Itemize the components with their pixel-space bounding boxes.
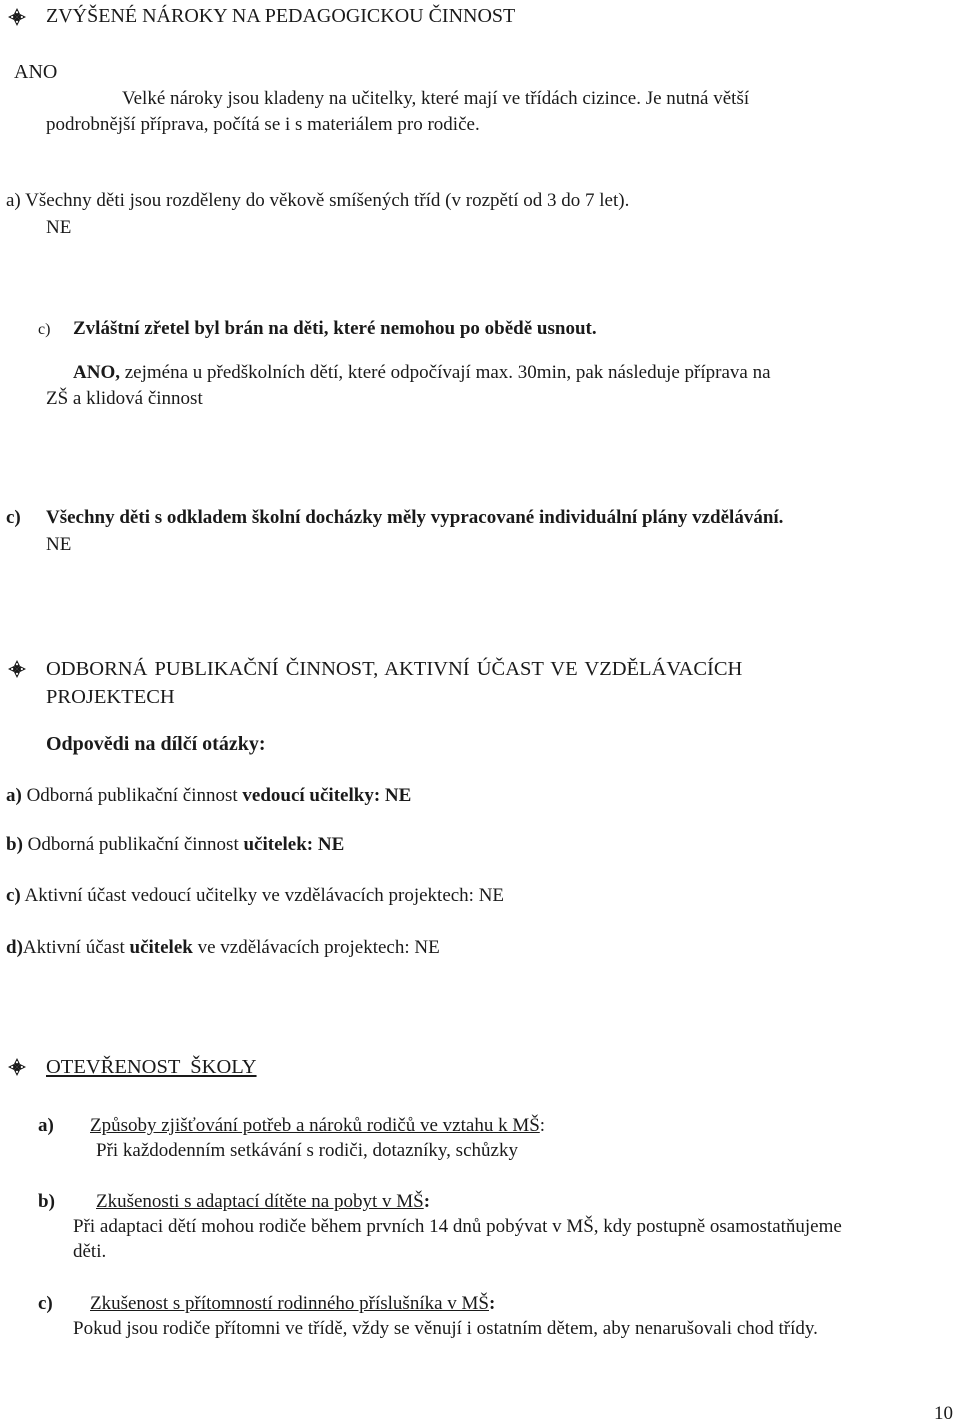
item-c1-answer: ANO, zejména u předškolních dětí, které odpočívají max. 30min, pak následuje příprava na	[73, 362, 771, 383]
item-c2-answer: NE	[46, 534, 72, 555]
item-a-question: a) Všechny děti jsou rozděleny do věkově smíšených tříd (v rozpětí od 3 do 7 let).	[6, 190, 630, 211]
pub-item-d: d)Aktivní účast učitelek ve vzdělávacích projektech: NE	[6, 937, 440, 958]
item-c1-marker: c)	[38, 321, 51, 338]
pub-item-c: c) Aktivní účast vedoucí učitelky ve vzdělávacích projektech: NE	[6, 885, 505, 906]
open-item-a-question: Způsoby zjišťování potřeb a nároků rodičů ve vztahu k MŠ:	[90, 1115, 546, 1136]
open-item-c-answer: Pokud jsou rodiče přítomni ve třídě, vždy se věnují i ostatním dětem, aby nenarušovali chod třídy.	[73, 1318, 818, 1339]
section-heading-pedagogy: ZVÝŠENÉ NÁROKY NA PEDAGOGICKOU ČINNOST	[46, 5, 516, 27]
open-item-b-question: Zkušenosti s adaptací dítěte na pobyt v MŠ:	[96, 1191, 431, 1212]
section-heading-publications-line2: PROJEKTECH	[46, 686, 175, 708]
open-item-b-answer: Při adaptaci dětí mohou rodiče během prvních 14 dnů pobývat v MŠ, kdy postupně osamostatňujeme	[73, 1216, 842, 1237]
open-item-a-answer: Při každodenním setkávání s rodiči, dotazníky, schůzky	[96, 1140, 518, 1161]
diamond-bullet-icon	[8, 1058, 26, 1076]
subheading-answers: Odpovědi na dílčí otázky:	[46, 733, 266, 755]
diamond-bullet-icon	[8, 660, 26, 678]
paragraph-line-2: podrobnější příprava, počítá se i s materiálem pro rodiče.	[46, 114, 480, 135]
item-c1-answer-line2: ZŠ a klidová činnost	[46, 388, 203, 409]
open-item-c-marker: c)	[38, 1293, 53, 1314]
pub-item-b: b) Odborná publikační činnost učitelek: NE	[6, 834, 345, 855]
page-number: 10	[934, 1403, 953, 1424]
answer-ano: ANO	[14, 61, 58, 83]
open-item-a-marker: a)	[38, 1115, 54, 1136]
item-c1-question: Zvláštní zřetel byl brán na děti, které nemohou po obědě usnout.	[73, 318, 597, 339]
item-c2-question: Všechny děti s odkladem školní docházky měly vypracované individuální plány vzdělávání.	[46, 507, 784, 528]
diamond-bullet-icon	[8, 8, 26, 26]
open-item-b-marker: b)	[38, 1191, 55, 1212]
open-item-c-question: Zkušenost s přítomností rodinného příslušníka v MŠ:	[90, 1293, 496, 1314]
item-a-answer: NE	[46, 217, 72, 238]
section-heading-openness: OTEVŘENOST ŠKOLY	[46, 1056, 257, 1078]
open-item-b-answer-line2: děti.	[73, 1241, 107, 1262]
pub-item-a: a) Odborná publikační činnost vedoucí učitelky: NE	[6, 785, 412, 806]
paragraph-line-1: Velké nároky jsou kladeny na učitelky, které mají ve třídách cizince. Je nutná větší	[122, 88, 750, 109]
item-c2-marker: c)	[6, 507, 21, 528]
section-heading-publications: ODBORNÁ PUBLIKAČNÍ ČINNOST, AKTIVNÍ ÚČAST VE VZDĚLÁVACÍCH	[46, 658, 743, 680]
